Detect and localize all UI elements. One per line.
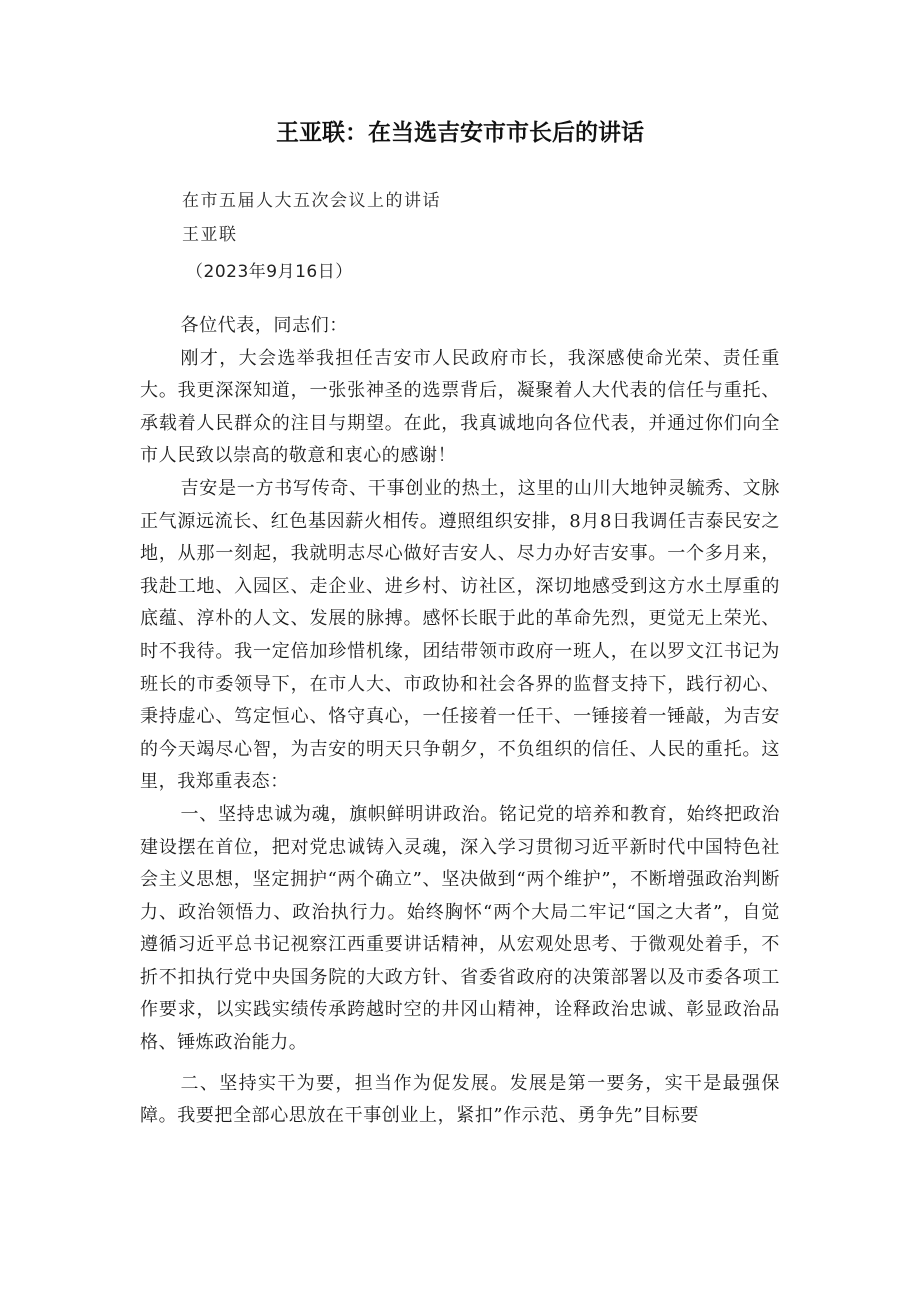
document-author: 王亚联 <box>182 225 238 245</box>
document-subtitle: 在市五届人大五次会议上的讲话 <box>182 191 441 211</box>
body-paragraph-jian-intro: 吉安是一方书写传奇、干事创业的热土，这里的山川大地钟灵毓秀、文脉正气源远流长、红色基因薪火相传。遵照组织安排，8月8日我调任吉泰民安之地，从那一刻起，我就明志尽心做好吉安人、尽力办好吉安事。一个多月来，我赴工地、入园区、走企业、进乡村、访社区，深切地感受到这方水土厚重的底蕴、淳朴的人文、发展的脉搏。感怀长眠于此的革命先烈，更觉无上荣光、时不我待。我一定倍加珍惜机缘，团结带领市政府一班人，在以罗文江书记为班长的市委领导下，在市人大、市政协和社会各界的监督支持下，践行初心、秉持虚心、笃定恒心、恪守真心，一任接着一任干、一锤接着一锤敲，为吉安的今天竭尽心智，为吉安的明天只争朝夕，不负组织的信任、人民的重托。这里，我郑重表态： <box>140 477 780 793</box>
body-paragraph-gratitude: 刚才，大会选举我担任吉安市人民政府市长，我深感使命光荣、责任重大。我更深深知道，一张张神圣的选票背后，凝聚着人大代表的信任与重托、承载着人民群众的注目与期望。在此，我真诚地向各位代表，并通过你们向全市人民致以崇高的敬意和衷心的感谢！ <box>140 347 780 467</box>
salutation-paragraph: 各位代表，同志们： <box>180 315 348 336</box>
document-body <box>140 310 780 1133</box>
body-paragraph-section-two: 二、坚持实干为要，担当作为促发展。发展是第一要务，实干是最强保障。我要把全部心思放在干事创业上，紧扣”作示范、勇争先”目标要 <box>140 1072 780 1127</box>
document-date: （2023年9月16日） <box>186 262 353 282</box>
body-paragraph-section-one: 一、坚持忠诚为魂，旗帜鲜明讲政治。铭记党的培养和教育，始终把政治建设摆在首位，把对党忠诚铸入灵魂，深入学习贯彻习近平新时代中国特色社会主义思想，坚定拥护“两个确立”、坚决做到“两个维护”，不断增强政治判断力、政治领悟力、政治执行力。始终胸怀“两个大局二牢记“国之大者”，自觉遵循习近平总书记视察江西重要讲话精神，从宏观处思考、于微观处着手，不折不扣执行党中央国务院的大政方针、省委省政府的决策部署以及市委各项工作要求，以实践实绩传承跨越时空的井冈山精神，诠释政治忠诚、彰显政治品格、锤炼政治能力。 <box>140 803 780 1054</box>
document-title: 王亚联：在当选吉安市市长后的讲话 <box>276 120 644 146</box>
